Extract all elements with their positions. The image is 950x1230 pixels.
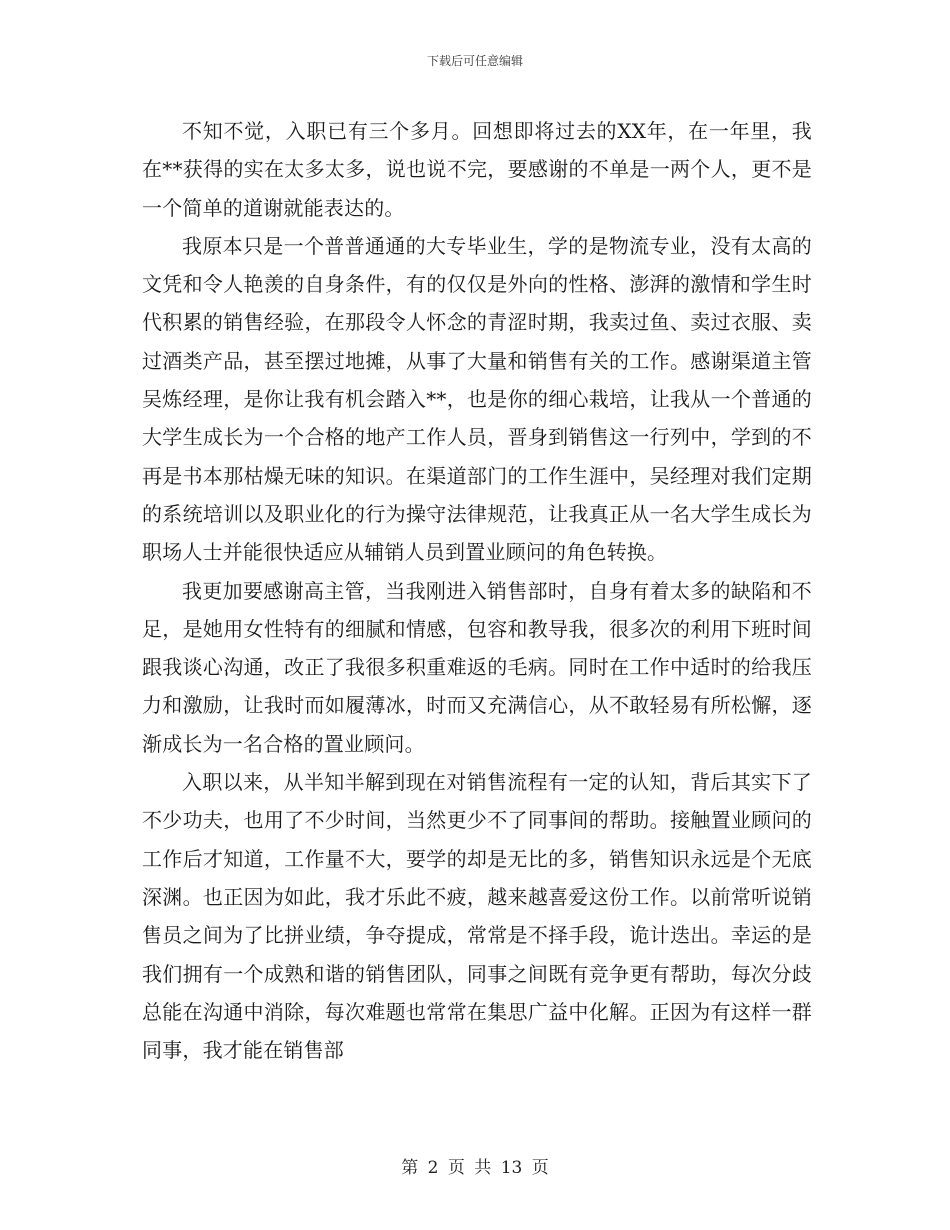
paragraph-3: 我更加要感谢高主管，当我刚进入销售部时，自身有着太多的缺陷和不足，是她用女性特有的细腻和情感，包容和教导我，很多次的利用下班时间跟我谈心沟通，改正了我很多积重难返的毛病。同时在工作中适时的给我压力和激励，让我时而如履薄冰，时而又充满信心，从不敢轻易有所松懈，逐渐成长为一名合格的置业顾问。 <box>142 578 812 756</box>
page-number-footer: 第 2 页 共 13 页 <box>401 1158 549 1178</box>
paragraph-1: 不知不觉，入职已有三个多月。回想即将过去的XX年，在一年里，我在**获得的实在太多太多，说也说不完，要感谢的不单是一两个人，更不是一个简单的道谢就能表达的。 <box>142 119 812 220</box>
paragraph-4: 入职以来，从半知半解到现在对销售流程有一定的认知，背后其实下了不少功夫，也用了不少时间，当然更少不了同事间的帮助。接触置业顾问的工作后才知道，工作量不大，要学的却是无比的多，销售知识永远是个无底深渊。也正因为如此，我才乐此不疲，越来越喜爱这份工作。以前常听说销售员之间为了比拼业绩，争夺提成，常常是不择手段，诡计迭出。幸运的是我们拥有一个成熟和谐的销售团队，同事之间既有竞争更有帮助，每次分歧总能在沟通中消除，每次难题也常常在集思广益中化解。正因为有这样一群同事，我才能在销售部 <box>142 770 812 1063</box>
paragraph-2: 我原本只是一个普普通通的大专毕业生，学的是物流专业，没有太高的文凭和令人艳羡的自身条件，有的仅仅是外向的性格、澎湃的激情和学生时代积累的销售经验，在那段令人怀念的青涩时期，我卖过鱼、卖过衣服、卖过酒类产品，甚至摆过地摊，从事了大量和销售有关的工作。感谢渠道主管吴炼经理，是你让我有机会踏入**，也是你的细心栽培，让我从一个普通的大学生成长为一个合格的地产工作人员，晋身到销售这一行列中，学到的不再是书本那枯燥无味的知识。在渠道部门的工作生涯中，吴经理对我们定期的系统培训以及职业化的行为操守法律规范，让我真正从一名大学生成长为职场人士并能很快适应从辅销人员到置业顾问的角色转换。 <box>142 233 812 565</box>
page-header: 下载后可任意编辑 <box>426 54 523 68</box>
document-body <box>142 112 812 1069</box>
